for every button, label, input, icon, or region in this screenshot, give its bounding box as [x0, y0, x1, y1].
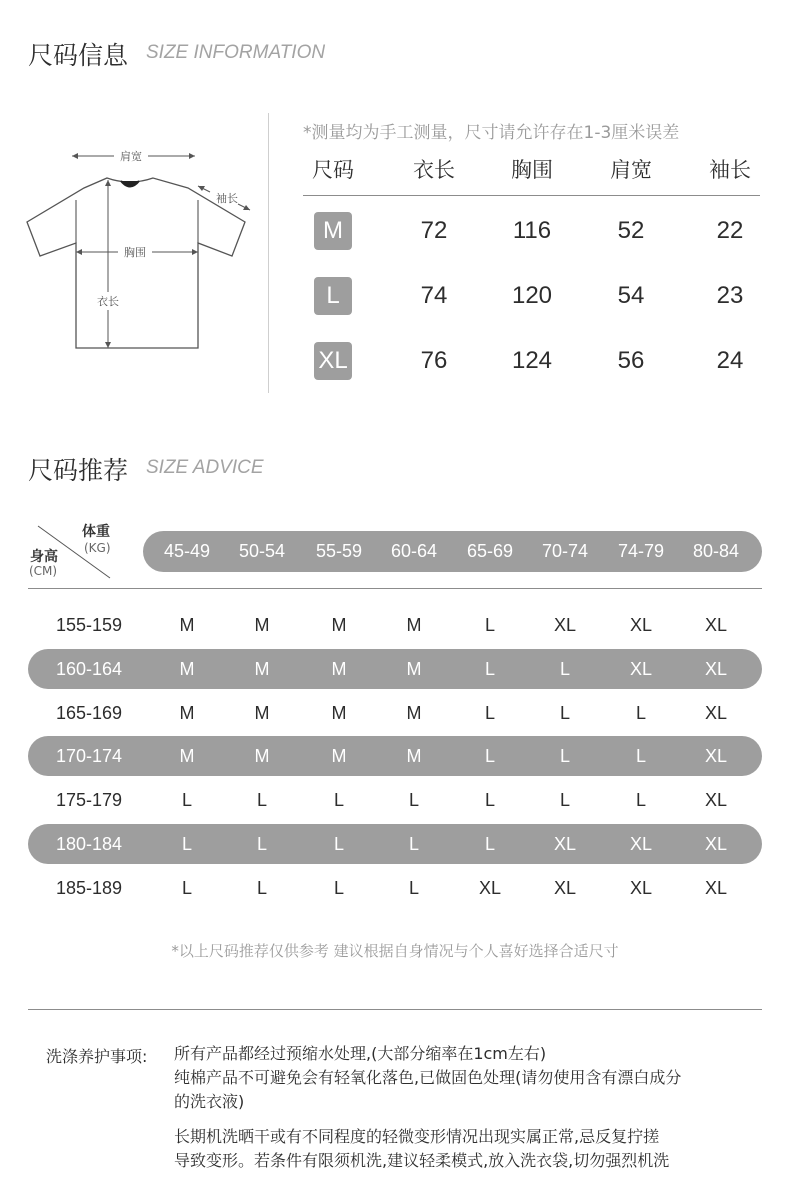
size-cell: L [484, 615, 496, 635]
corner-height: 身高 [30, 549, 58, 565]
size-cell: XL [704, 790, 728, 811]
size-cell: L [635, 790, 647, 811]
size-cell: XL [704, 658, 728, 679]
size-cell: XL [629, 615, 653, 635]
size-cell: L [559, 790, 571, 811]
size-info-title: 尺码信息 [28, 41, 129, 70]
weight-col: 55-59 [315, 541, 363, 561]
size-cell: L [181, 834, 193, 854]
size-cell: XL [629, 658, 653, 679]
size-cell: M [331, 746, 347, 767]
size-advice-title: 尺码推荐 [28, 456, 129, 485]
size-cell: M [254, 746, 270, 767]
size-cell: M [406, 746, 422, 767]
size-cell: L [256, 877, 268, 898]
size-cell: XL [629, 877, 653, 898]
size-cell: XL [704, 702, 728, 723]
size-cell: L [408, 877, 420, 898]
weight-header-bar [143, 531, 762, 572]
size-cell: L [635, 746, 647, 767]
size-cell: L [256, 834, 268, 854]
size-cell: L [559, 658, 571, 679]
size-cell: L [333, 790, 345, 811]
size-cell: L [484, 746, 496, 767]
tshirt-outline-icon [20, 140, 260, 360]
divider-vertical [268, 113, 269, 393]
cell-length: 72 [420, 217, 448, 244]
advice-row [28, 824, 762, 864]
size-cell: L [408, 790, 420, 811]
measure-note: *测量均为手工测量，尺寸请允许存在1-3厘米误差 [303, 123, 680, 143]
size-cell: L [333, 834, 345, 854]
care-line: 导致变形。若条件有限须机洗,建议轻柔模式,放入洗衣袋,切勿强烈机洗 [174, 1151, 670, 1170]
size-cell: XL [478, 877, 502, 898]
cell-sleeve: 24 [716, 347, 744, 374]
cell-sleeve: 23 [716, 282, 744, 309]
size-table [303, 150, 760, 391]
label-chest: 胸围 [124, 246, 146, 259]
tshirt-diagram [20, 140, 260, 360]
label-length: 衣长 [97, 295, 119, 308]
advice-row [28, 605, 762, 645]
advice-note: *以上尺码推荐仅供参考 建议根据自身情况与个人喜好选择合适尺寸 [171, 942, 619, 960]
header-shoulder: 肩宽 [610, 158, 652, 182]
size-cell: M [406, 658, 422, 679]
size-cell: L [484, 702, 496, 723]
height-cell: 185-189 [55, 877, 123, 898]
corner-weight-unit: (KG) [84, 541, 111, 555]
size-table-header [303, 150, 760, 196]
size-cell: L [559, 702, 571, 723]
weight-col: 70-74 [541, 541, 589, 561]
size-cell: XL [704, 877, 728, 898]
advice-row [28, 649, 762, 689]
size-cell: M [331, 658, 347, 679]
cell-chest: 116 [512, 217, 552, 244]
weight-col: 50-54 [238, 541, 286, 561]
care-line: 长期机洗晒干或有不同程度的轻微变形情况出现实属正常,忌反复拧搓 [174, 1127, 660, 1146]
care-line: 纯棉产品不可避免会有轻氧化落色,已做固色处理(请勿使用含有漂白成分 [174, 1068, 682, 1087]
size-cell: L [559, 746, 571, 767]
size-cell: XL [629, 834, 653, 854]
weight-col: 45-49 [163, 541, 211, 561]
cell-length: 74 [420, 282, 448, 309]
corner-height-unit: (CM) [29, 564, 58, 578]
label-shoulder: 肩宽 [120, 150, 142, 163]
label-sleeve: 袖长 [216, 192, 238, 205]
height-cell: 170-174 [55, 746, 123, 767]
size-cell: M [331, 702, 347, 723]
size-cell: XL [553, 834, 577, 854]
size-badge: XL [314, 342, 352, 380]
cell-chest: 120 [511, 282, 553, 309]
size-cell: M [179, 702, 195, 723]
height-cell: 165-169 [55, 702, 123, 723]
size-cell: XL [704, 746, 728, 767]
size-cell: L [484, 658, 496, 679]
size-cell: M [179, 746, 195, 767]
weight-col: 60-64 [390, 541, 438, 561]
height-cell: 180-184 [55, 834, 123, 854]
advice-row [28, 693, 762, 733]
size-cell: L [484, 790, 496, 811]
cell-shoulder: 52 [617, 217, 645, 244]
header-chest: 胸围 [511, 158, 553, 182]
size-cell: M [406, 615, 422, 635]
cell-chest: 124 [511, 347, 553, 374]
weight-col: 80-84 [692, 541, 740, 561]
size-cell: L [408, 834, 420, 854]
size-advice-subtitle: SIZE ADVICE [146, 457, 264, 478]
height-cell: 160-164 [55, 658, 123, 679]
size-cell: L [635, 702, 647, 723]
size-cell: XL [704, 834, 728, 854]
header-sleeve: 袖长 [709, 158, 751, 182]
size-cell: L [256, 790, 268, 811]
size-cell: L [181, 790, 193, 811]
size-row [303, 261, 760, 326]
header-size: 尺码 [312, 158, 354, 182]
size-info-subtitle: SIZE INFORMATION [146, 42, 326, 63]
size-cell: L [333, 877, 345, 898]
advice-separator [28, 588, 762, 589]
size-cell: XL [553, 877, 577, 898]
size-row [303, 196, 760, 261]
height-cell: 155-159 [55, 615, 123, 635]
advice-row [28, 868, 762, 908]
size-cell: M [254, 615, 270, 635]
size-cell: L [181, 877, 193, 898]
corner-weight: 体重 [82, 524, 110, 540]
care-line: 的洗衣液) [174, 1092, 245, 1111]
care-separator [28, 1009, 762, 1010]
size-cell: XL [704, 615, 728, 635]
header-length: 衣长 [413, 158, 455, 182]
size-cell: M [179, 615, 195, 635]
cell-shoulder: 56 [617, 347, 645, 374]
advice-row [28, 736, 762, 776]
cell-sleeve: 22 [716, 217, 744, 244]
size-badge: L [314, 277, 352, 315]
size-badge: M [314, 212, 352, 250]
height-cell: 175-179 [55, 790, 123, 811]
weight-col: 74-79 [617, 541, 665, 561]
size-cell: L [484, 834, 496, 854]
size-cell: XL [553, 615, 577, 635]
size-cell: M [331, 615, 347, 635]
weight-col: 65-69 [466, 541, 514, 561]
cell-length: 76 [420, 347, 448, 374]
size-cell: M [406, 702, 422, 723]
care-line: 所有产品都经过预缩水处理,(大部分缩率在1cm左右) [174, 1044, 547, 1063]
size-row [303, 326, 760, 391]
advice-row [28, 780, 762, 820]
cell-shoulder: 54 [617, 282, 645, 309]
size-cell: M [254, 658, 270, 679]
size-cell: M [179, 658, 195, 679]
size-cell: M [254, 702, 270, 723]
care-label: 洗涤养护事项: [46, 1047, 148, 1066]
